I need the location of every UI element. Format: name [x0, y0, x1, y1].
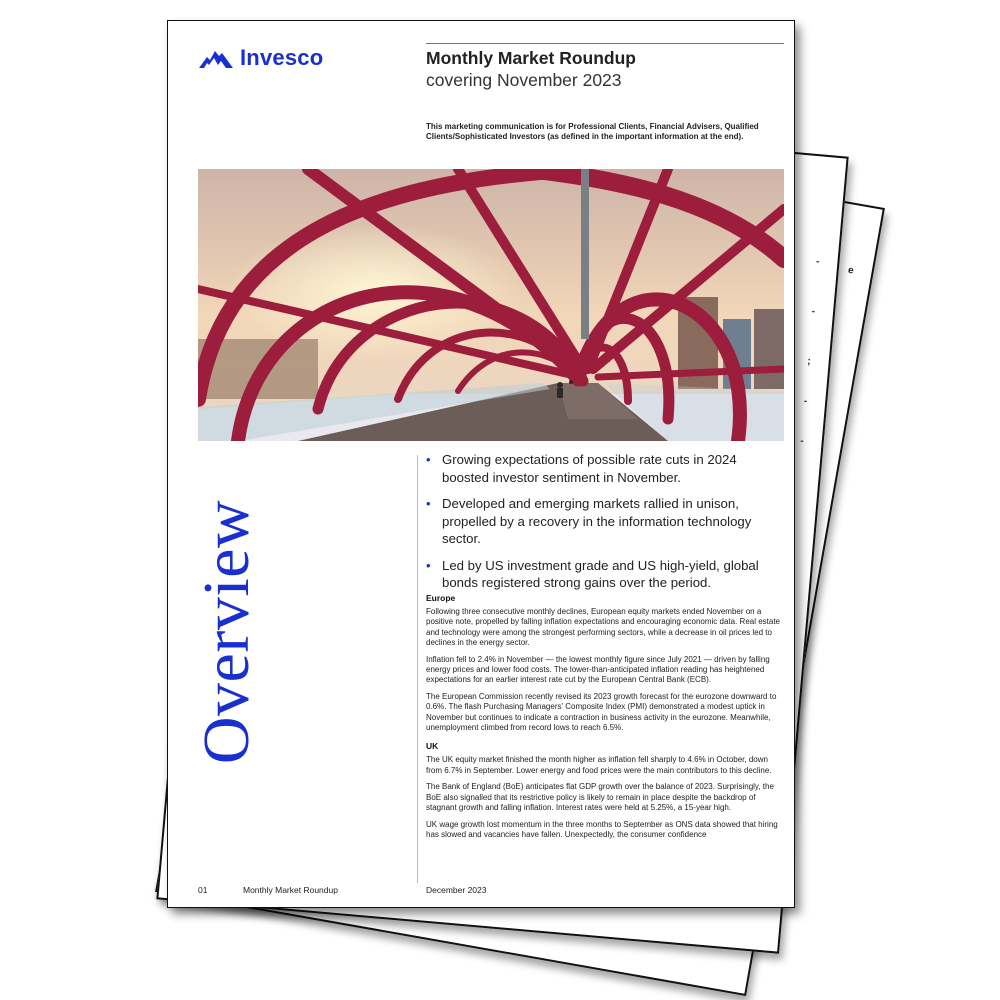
bullet-icon: • [426, 496, 431, 511]
mountain-logo-icon [198, 46, 234, 70]
key-points-list [426, 451, 786, 601]
back-page-text: e [847, 264, 855, 277]
bullet-icon: • [426, 557, 431, 573]
paragraph: Following three consecutive monthly declines, European equity markets ended November on a positive note, propelled by falling inflation expectations and encouraging economic data. Real estate and technology were among the strongest performing sectors, while a decrease in oil prices led to declines in the energy sector. [426, 607, 781, 648]
footer-page-number: 01 [198, 885, 208, 895]
title-divider [426, 43, 784, 44]
invesco-logo [198, 45, 323, 71]
paragraph: UK wage growth lost momentum in the three months to September as ONS data showed that hiring has slowed and vacancies have fallen. Unexpectedly, the consumer confidence [426, 819, 778, 839]
section-heading-europe: Europe [426, 593, 456, 603]
front-page [167, 20, 795, 908]
paragraph: Inflation fell to 2.4% in November — the lowest monthly figure since July 2021 — driven by falling energy prices and lower food costs. The lower-than-anticipated inflation reading has heightened expectations for an earlier interest rate cut by the European Central Bank (ECB). [426, 654, 770, 685]
back-page-text: - [803, 395, 808, 408]
key-point [426, 495, 786, 548]
key-point-text: Led by US investment grade and US high-yield, global bonds registered strong gains over the period. [442, 557, 759, 590]
back-page-text: - [811, 306, 816, 318]
bullet-icon: • [426, 452, 431, 467]
paragraph: The Bank of England (BoE) anticipates flat GDP growth over the balance of 2023. Surprisingly, the BoE also signalled that its restrictive policy is likely to remain in place despite the backdrop of stagnant growth and falling inflation. Interest rates were held at 5.25%, a 15-year high. [426, 782, 774, 813]
brand-name: Invesco [240, 45, 324, 70]
audience-disclaimer: This marketing communication is for Professional Clients, Financial Advisers, Qualified Clients/Sophisticated Investors (as defined in the important information at the end). [426, 122, 759, 142]
bridge-photo [198, 169, 784, 441]
column-divider [417, 455, 418, 883]
back-page-text: ; [806, 355, 812, 368]
overview-heading: Overview [190, 499, 263, 765]
key-point-text: Developed and emerging markets rallied in unison, propelled by a recovery in the information technology sector. [442, 496, 752, 546]
footer-date: December 2023 [426, 885, 487, 895]
footer-doc-name: Monthly Market Roundup [243, 885, 338, 895]
overview-heading-area [188, 453, 266, 811]
document-subtitle: covering November 2023 [426, 70, 622, 90]
back-page-text: - [815, 256, 820, 268]
document-title: Monthly Market Roundup [426, 48, 636, 68]
article-body [426, 593, 786, 846]
paragraph: The European Commission recently revised its 2023 growth forecast for the eurozone downward to 0.6%. The flash Purchasing Managers' Composite Index (PMI) demonstrated a modest uptick in November but continues to indicate a contraction in business activity in the eurozone. Meanwhile, unemployment climbed from record lows to reach 6.5%. [426, 691, 777, 733]
key-point [426, 557, 786, 592]
back-page-text: - [799, 435, 805, 447]
section-heading-uk: UK [426, 741, 439, 752]
paragraph: The UK equity market finished the month higher as inflation fell sharply to 4.6% in October, down from 6.7% in September. Lower energy and food prices were the main contributors to this decline. [426, 755, 772, 775]
key-point-text: Growing expectations of possible rate cuts in 2024 boosted investor sentiment in November. [442, 452, 737, 485]
key-point [426, 451, 786, 486]
